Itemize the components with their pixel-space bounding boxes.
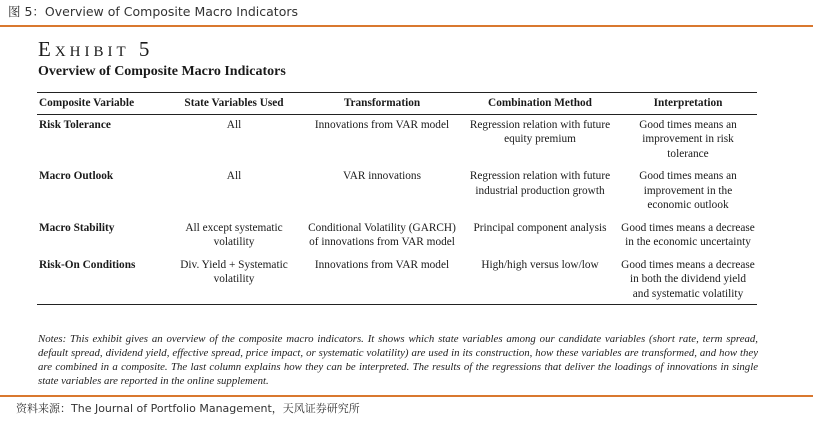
table-notes: Notes: This exhibit gives an overview of the composite macro indicators. It shows which state variables among our candidate variables (short rate, term spread, default spread, dividend yield, effective spread, price impact, or systematic volatility) are used in its construction, how these variables are transformed, and how they are combined in a composite. The last column explains how they can be interpreted. The results of the regressions that deliver the loadings of innovations in single state variables are reported in the online supplement. xyxy=(38,333,758,387)
table-row xyxy=(37,114,757,166)
table-cell: Good times means a decrease in both the dividend yield and systematic volatility xyxy=(619,255,757,305)
table-row xyxy=(37,255,757,305)
table-cell: Div. Yield + Systematic volatility xyxy=(165,255,303,305)
table-cell: High/high versus low/low xyxy=(461,255,619,305)
column-header: State Variables Used xyxy=(165,93,303,115)
table-cell: Conditional Volatility (GARCH) of innovations from VAR model xyxy=(308,221,456,248)
table-cell: All xyxy=(226,118,242,131)
source-note: 资料来源：The Journal of Portfolio Management，天风证券研究所 xyxy=(16,402,360,415)
column-header: Combination Method xyxy=(461,93,619,115)
table-cell: VAR innovations xyxy=(343,170,421,182)
table-cell: Macro Outlook xyxy=(39,170,114,182)
bottom-divider xyxy=(0,395,813,397)
table-cell: Regression relation with future equity premium xyxy=(469,118,611,145)
exhibit-heading xyxy=(38,38,153,63)
composite-indicators-table xyxy=(37,92,757,305)
exhibit-first-letter: E xyxy=(38,37,55,61)
table-cell: Principal component analysis xyxy=(473,221,607,234)
exhibit-number: 5 xyxy=(138,37,154,61)
column-header: Transformation xyxy=(303,93,461,115)
exhibit-word: XHIBIT xyxy=(54,44,130,60)
top-divider xyxy=(0,25,813,27)
table-cell: All xyxy=(226,170,242,182)
table-cell: Good times means an improvement in risk tolerance xyxy=(639,118,737,160)
table-cell: Macro Stability xyxy=(39,221,115,234)
table-header-row xyxy=(37,93,757,115)
exhibit-subtitle: Overview of Composite Macro Indicators xyxy=(38,64,286,79)
table-cell: Risk Tolerance xyxy=(39,118,111,131)
column-header: Composite Variable xyxy=(37,93,165,115)
table-cell: Good times means a decrease in the economic uncertainty xyxy=(621,221,755,248)
column-header: Interpretation xyxy=(619,93,757,115)
table-row xyxy=(37,166,757,218)
figure-caption: 图 5：Overview of Composite Macro Indicators xyxy=(8,4,299,19)
table-cell: All except systematic volatility xyxy=(185,221,283,248)
table-cell: Innovations from VAR model xyxy=(314,118,450,131)
table-cell: Risk-On Conditions xyxy=(37,255,165,305)
table-cell: Regression relation with future industrial production growth xyxy=(469,170,611,197)
table-cell: Innovations from VAR model xyxy=(303,255,461,305)
table-cell: Good times means an improvement in the economic outlook xyxy=(639,170,737,211)
table-row xyxy=(37,218,757,255)
